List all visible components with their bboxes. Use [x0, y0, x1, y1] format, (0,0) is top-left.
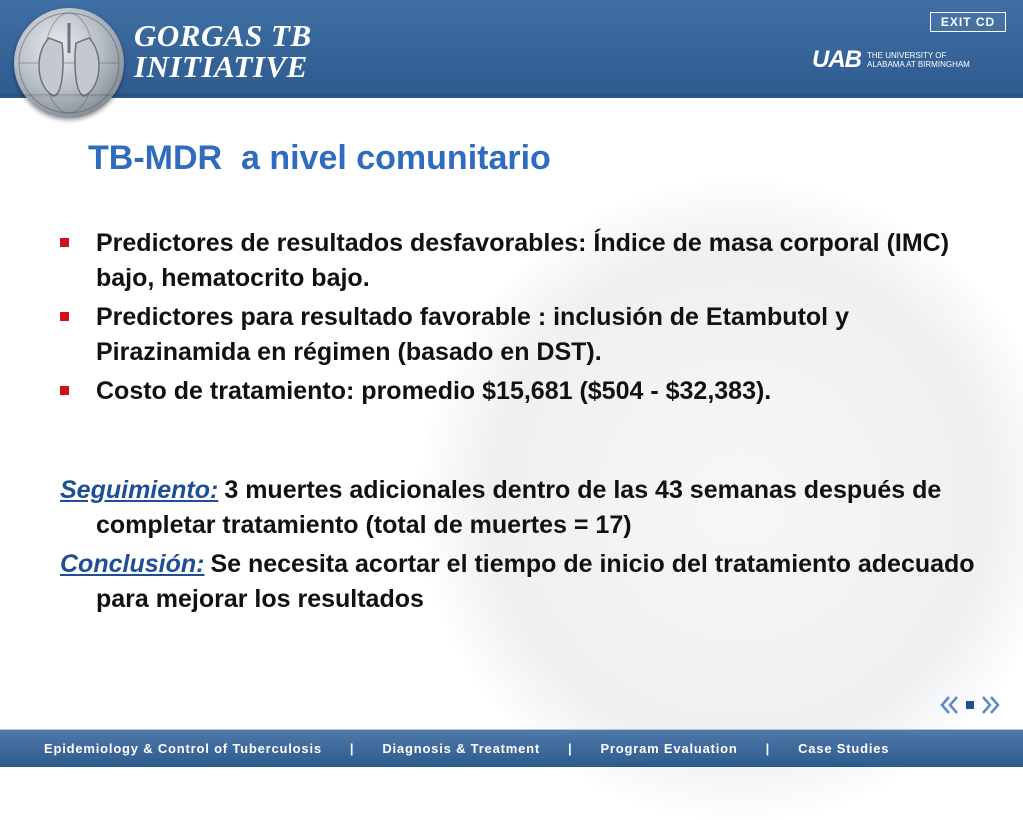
note-text: 3 muertes adicionales dentro de las 43 semanas después de completar tratamiento (total de muertes = 17) — [96, 476, 942, 539]
footer-link-program-evaluation[interactable]: Program Evaluation — [600, 741, 738, 756]
double-chevron-left-icon — [940, 694, 960, 716]
note-conclusion — [60, 547, 1000, 617]
uab-text-line1: THE UNIVERSITY OF — [867, 51, 947, 60]
header-bar — [0, 0, 1023, 98]
notes-section — [60, 473, 1000, 621]
lung-globe-logo — [14, 8, 124, 118]
logo-title-line1: GORGAS TB — [134, 18, 312, 53]
bullet-text: Predictores para resultado favorable : inclusión de Etambutol y Pirazinamida en régimen (basado en DST). — [96, 303, 849, 366]
footer-separator: | — [568, 741, 573, 756]
note-followup — [60, 473, 1000, 543]
footer-separator: | — [349, 741, 355, 756]
note-text: Se necesita acortar el tiempo de inicio del tratamiento adecuado para mejorar los resultados — [96, 550, 975, 613]
footer-link-epidemiology[interactable]: Epidemiology & Control of Tuberculosis — [44, 741, 322, 756]
next-slide-button[interactable] — [980, 693, 1000, 717]
bullet-square-icon — [60, 312, 69, 321]
home-square-icon[interactable] — [966, 701, 974, 709]
bullet-item — [60, 374, 1010, 409]
previous-slide-button[interactable] — [940, 693, 960, 717]
uab-logo — [812, 46, 1017, 74]
uab-text-line2: ALABAMA AT BIRMINGHAM — [867, 60, 970, 69]
note-label: Seguimiento: — [60, 476, 219, 504]
logo-title-line2: INITIATIVE — [134, 49, 308, 84]
slide-navigation — [940, 692, 1000, 718]
double-chevron-right-icon — [980, 694, 1000, 716]
bullet-text: Costo de tratamiento: promedio $15,681 ($504 - $32,383). — [96, 377, 772, 405]
exit-cd-button[interactable]: EXIT CD — [930, 12, 1006, 32]
bullet-item — [60, 300, 1010, 370]
footer-nav-bar — [0, 729, 1023, 767]
slide-title: TB-MDR a nivel comunitario — [88, 139, 551, 177]
note-label: Conclusión: — [60, 550, 205, 578]
bullet-text: Predictores de resultados desfavorables: Índice de masa corporal (IMC) bajo, hematocrito bajo. — [96, 229, 950, 292]
bullet-list — [60, 226, 1010, 413]
bullet-square-icon — [60, 238, 69, 247]
uab-institution-text — [867, 51, 1017, 69]
program-logo-title — [134, 20, 312, 82]
footer-link-diagnosis[interactable]: Diagnosis & Treatment — [382, 741, 540, 756]
footer-link-case-studies[interactable]: Case Studies — [798, 741, 890, 756]
footer-separator: | — [765, 741, 771, 756]
uab-mark: UAB — [812, 46, 861, 73]
bullet-item — [60, 226, 1010, 296]
bullet-square-icon — [60, 386, 69, 395]
